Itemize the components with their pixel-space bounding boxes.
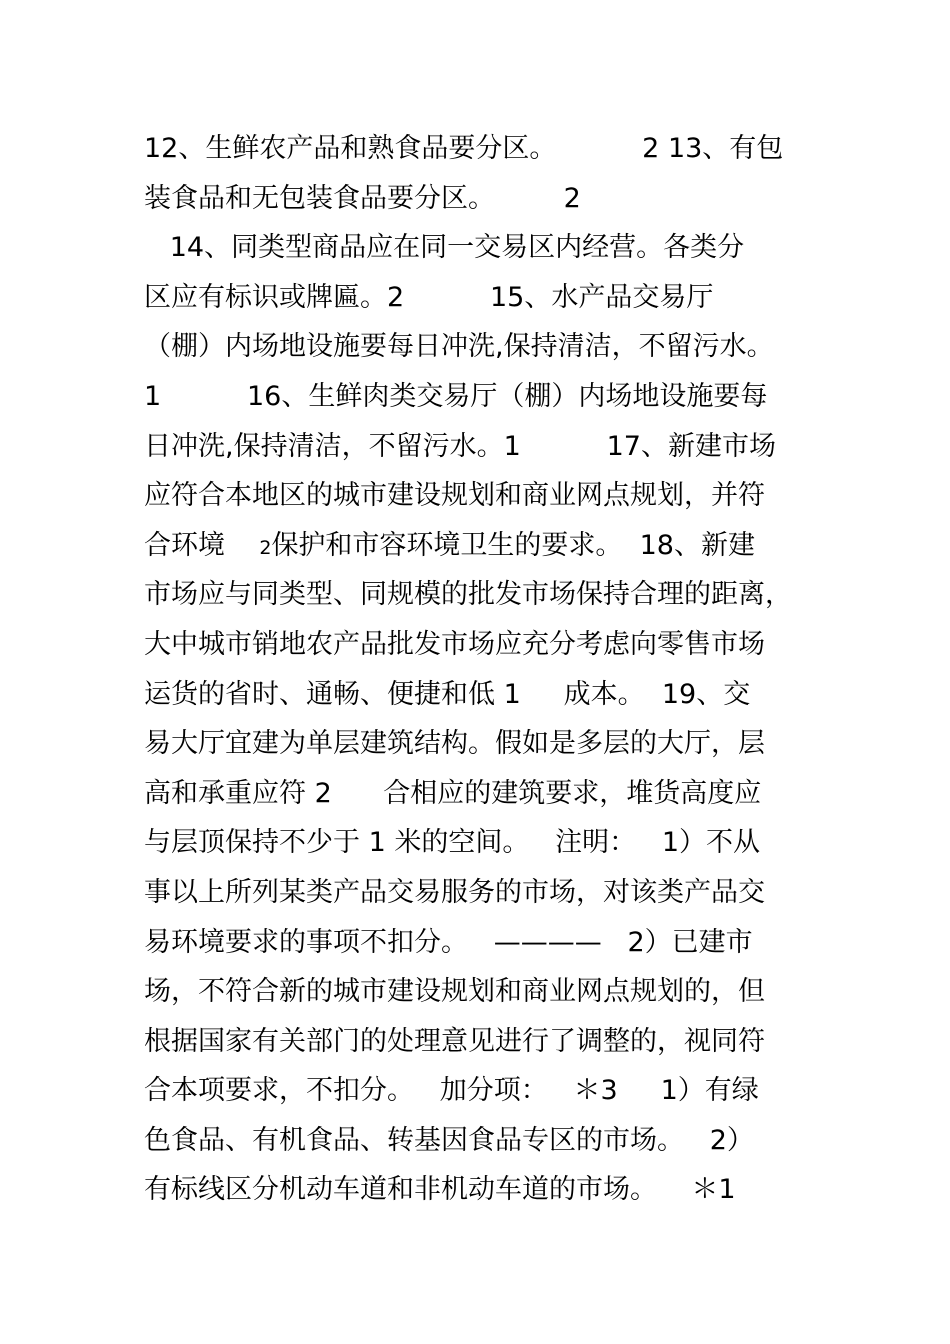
text-line: 事以上所列某类产品交易服务的市场，对该类产品交 <box>144 876 765 908</box>
text-line: 根据国家有关部门的处理意见进行了调整的，视同符 <box>144 1025 765 1057</box>
text-line: 运货的省时、通畅、便捷和低 1 成本。 19、交 <box>144 678 751 710</box>
text-line: 14、同类型商品应在同一交易区内经营。各类分 <box>144 232 745 264</box>
small-number: 2 <box>259 536 272 559</box>
text-line: 色食品、有机食品、转基因食品专区的市场。 2） <box>144 1124 754 1156</box>
text-line: 易环境要求的事项不扣分。 ———— 2）已建市 <box>144 926 753 958</box>
text-line: （棚）内场地设施要每日冲洗,保持清洁，不留污水。 <box>144 331 774 363</box>
text-line: 与层顶保持不少于 1 米的空间。 注明： 1）不从 <box>144 827 761 859</box>
text-line: 区应有标识或牌匾。2 15、水产品交易厅 <box>144 281 714 313</box>
text-line: 市场应与同类型、同规模的批发市场保持合理的距离， <box>144 579 792 611</box>
text-line: 应符合本地区的城市建设规划和商业网点规划，并符 <box>144 480 765 512</box>
text-line: 装食品和无包装食品要分区。 2 <box>144 182 581 214</box>
text-line <box>144 521 814 571</box>
text-line: 高和承重应符 2 合相应的建筑要求，堆货高度应 <box>144 777 762 809</box>
text-line: 易大厅宜建为单层建筑结构。假如是多层的大厅，层 <box>144 728 765 760</box>
text-line: 大中城市销地农产品批发市场应充分考虑向零售市场 <box>144 628 765 660</box>
text-segment: 保护和市容环境卫生的要求。 18、新建 <box>271 529 755 561</box>
text-line: 1 16、生鲜肉类交易厅（棚）内场地设施要每 <box>144 380 768 412</box>
text-line: 场，不符合新的城市建设规划和商业网点规划的，但 <box>144 976 765 1008</box>
text-line: 有标线区分机动车道和非机动车道的市场。 ＊1 <box>144 1174 736 1206</box>
text-line: 12、生鲜农产品和熟食品要分区。 2 13、有包 <box>144 133 784 164</box>
text-line: 日冲洗,保持清洁，不留污水。1 17、新建市场 <box>144 430 776 462</box>
text-segment: 合环境 <box>144 529 260 561</box>
document-body <box>144 124 814 1215</box>
text-line: 合本项要求，不扣分。 加分项： ＊3 1）有绿 <box>144 1075 759 1107</box>
